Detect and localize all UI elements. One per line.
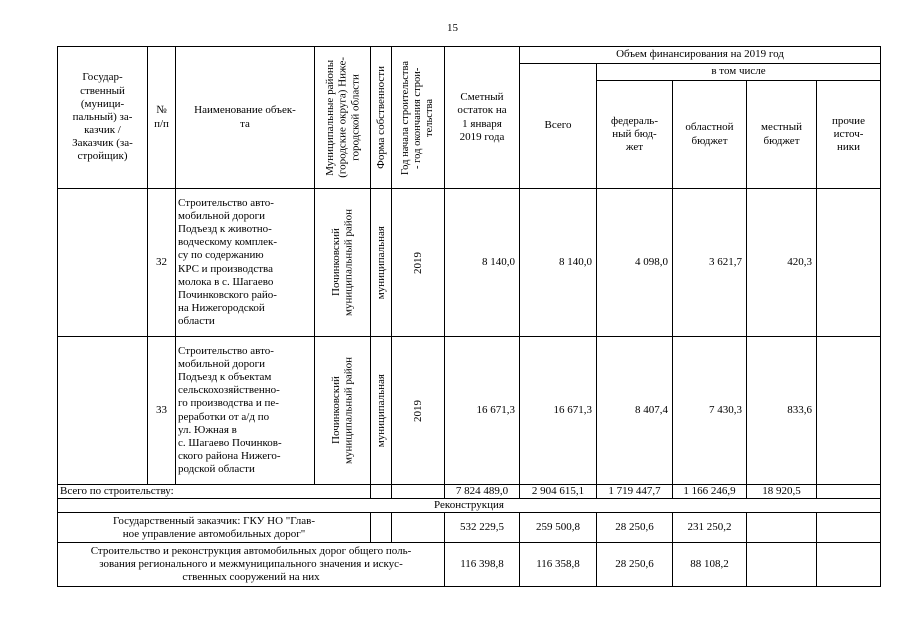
customer-other [817, 513, 881, 543]
cell-year [392, 189, 445, 337]
header-including: в том числе [597, 64, 881, 81]
cell-name-text: Строительство авто- мобильной дороги Подъезд к объектам сельскохозяйственно- го производства и пе- реработки от а/д по ул. Южная в с. Шагаево Починков- ского района Нижего- родской области [178, 344, 282, 476]
cell-federal: 8 407,4 [597, 337, 673, 485]
cell-estimate: 8 140,0 [445, 189, 520, 337]
program-federal: 28 250,6 [597, 543, 673, 587]
cell-ownership [371, 189, 392, 337]
cell-district [315, 189, 371, 337]
customer-regional: 231 250,2 [673, 513, 747, 543]
cell-district-text: Починковский муниципальный район [329, 209, 355, 316]
cell-empty [371, 513, 392, 543]
customer-label-text: Государственный заказчик: ГКУ НО "Глав- ное управление автомобильных дорог" [112, 514, 316, 540]
header-other-text: прочие источ- ники [832, 114, 865, 154]
program-total: 116 358,8 [520, 543, 597, 587]
cell-year-text: 2019 [411, 251, 424, 274]
header-ownership-text: Форма собственности [374, 66, 387, 169]
header-name [176, 47, 315, 189]
total-estimate: 7 824 489,0 [445, 485, 520, 499]
header-local-text: местный бюджет [761, 121, 802, 147]
cell-estimate: 16 671,3 [445, 337, 520, 485]
cell-customer [58, 337, 148, 485]
table-row [58, 337, 881, 485]
program-local [747, 543, 817, 587]
cell-total: 8 140,0 [520, 189, 597, 337]
cell-regional: 7 430,3 [673, 337, 747, 485]
program-estimate: 116 398,8 [445, 543, 520, 587]
header-financing: Объем финансирования на 2019 год [520, 47, 881, 64]
program-label-text: Строительство и реконструкция автомобильных дорог общего поль- зования регионального и межмуниципального значения и искус- ственных сооружений на них [90, 545, 412, 584]
total-other [817, 485, 881, 499]
cell-no: 33 [148, 337, 176, 485]
customer-row [58, 513, 881, 543]
header-ownership [371, 47, 392, 189]
cell-empty [371, 485, 392, 499]
cell-empty [392, 513, 445, 543]
header-other [817, 81, 881, 189]
financing-table [57, 46, 881, 587]
program-regional: 88 108,2 [673, 543, 747, 587]
total-local: 18 920,5 [747, 485, 817, 499]
header-years [392, 47, 445, 189]
cell-name [176, 337, 315, 485]
cell-federal: 4 098,0 [597, 189, 673, 337]
header-no-text: № п/п [154, 104, 169, 130]
cell-total: 16 671,3 [520, 337, 597, 485]
cell-year [392, 337, 445, 485]
header-local [747, 81, 817, 189]
header-federal-text: федераль- ный бюд- жет [611, 114, 658, 154]
header-districts-text: Муниципальные районы (городские округа) Ниже- городской области [323, 57, 361, 178]
cell-name [176, 189, 315, 337]
total-regional: 1 166 246,9 [673, 485, 747, 499]
cell-no: 32 [148, 189, 176, 337]
header-customer-text: Государ- ственный (муници- пальный) за- казчик / Заказчик (за- стройщик) [72, 71, 133, 163]
cell-local: 420,3 [747, 189, 817, 337]
customer-total: 259 500,8 [520, 513, 597, 543]
page-number: 15 [447, 22, 458, 34]
header-estimate [445, 47, 520, 189]
total-construction-label: Всего по строительству: [58, 485, 371, 499]
cell-district-text: Починковский муниципальный район [329, 357, 355, 464]
program-label [58, 543, 445, 587]
customer-estimate: 532 229,5 [445, 513, 520, 543]
section-title: Реконструкция [58, 499, 881, 513]
total-federal: 1 719 447,7 [597, 485, 673, 499]
cell-empty [392, 485, 445, 499]
cell-name-text: Строительство авто- мобильной дороги Подъезд к животно- водческому комплек- су по содержанию КРС и производства молока в с. Шагаево Починковского райо- на Нижегородской области [178, 196, 278, 328]
cell-local: 833,6 [747, 337, 817, 485]
header-regional [673, 81, 747, 189]
program-row [58, 543, 881, 587]
customer-local [747, 513, 817, 543]
header-districts [315, 47, 371, 189]
cell-regional: 3 621,7 [673, 189, 747, 337]
customer-federal: 28 250,6 [597, 513, 673, 543]
header-no [148, 47, 176, 189]
header-years-text: Год начала строительства - год окончания строи- тельства [399, 60, 436, 175]
header-total: Всего [520, 64, 597, 189]
header-federal [597, 81, 673, 189]
total-construction-row [58, 485, 881, 499]
table-row [58, 189, 881, 337]
header-name-text: Наименование объек- та [194, 104, 296, 130]
cell-customer [58, 189, 148, 337]
cell-district [315, 337, 371, 485]
header-regional-text: областной бюджет [685, 121, 734, 147]
cell-ownership-text: муниципальная [374, 373, 387, 448]
customer-label [58, 513, 371, 543]
cell-other [817, 337, 881, 485]
header-estimate-text: Сметный остаток на 1 января 2019 года [457, 91, 507, 143]
total-total: 2 904 615,1 [520, 485, 597, 499]
cell-other [817, 189, 881, 337]
cell-ownership-text: муниципальная [374, 225, 387, 300]
header-customer [58, 47, 148, 189]
cell-year-text: 2019 [411, 399, 424, 422]
section-row [58, 499, 881, 513]
cell-ownership [371, 337, 392, 485]
program-other [817, 543, 881, 587]
